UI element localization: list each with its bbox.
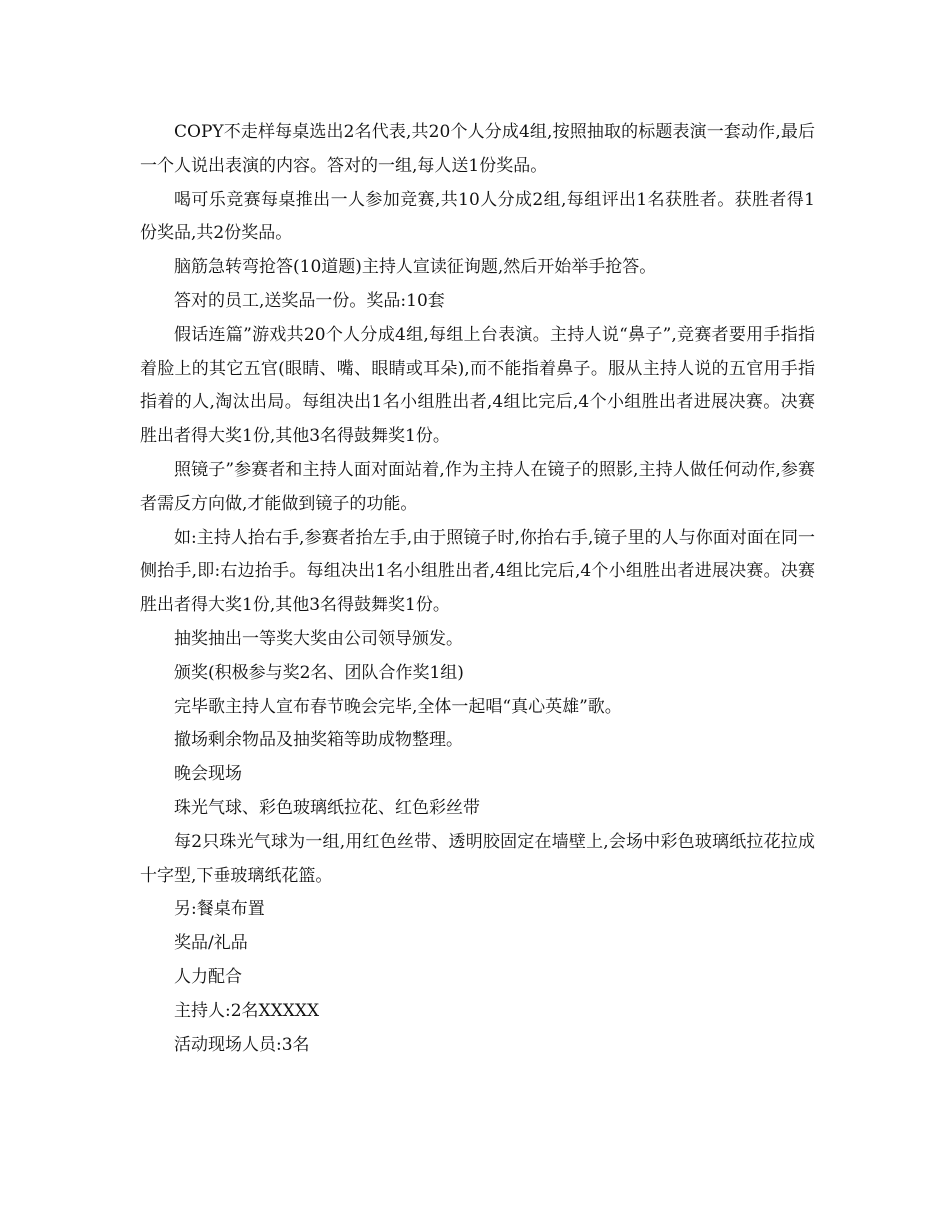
paragraph-decoration-method: 每2只珠光气球为一组,用红色丝带、透明胶固定在墙壁上,会场中彩色玻璃纸拉花拉成十字型,下垂玻璃纸花篮。 [140, 831, 815, 886]
paragraph-venue-heading: 晚会现场 [174, 764, 242, 785]
document-body [140, 116, 815, 1062]
paragraph-onsite-staff: 活动现场人员:3名 [174, 1034, 310, 1055]
paragraph-brain-teaser: 脑筋急转弯抢答(10道题)主持人宣读征询题,然后开始举手抢答。 [174, 257, 657, 278]
paragraph-lies-game: 假话连篇”游戏共20个人分成4组,每组上台表演。主持人说“鼻子”,竞赛者要用手指指着脸上的其它五官(眼睛、嘴、眼睛或耳朵),而不能指着鼻子。服从主持人说的五官用手指指着的人,淘汰出局。每组决出1名小组胜出者,4组比完后,4个小组胜出者进展决赛。决赛胜出者得大奖1份,其他3名得鼓舞奖1份。 [140, 324, 815, 447]
paragraph-cleanup: 撤场剩余物品及抽奖箱等助成物整理。 [174, 730, 463, 751]
paragraph-closing-song: 完毕歌主持人宣布春节晚会完毕,全体一起唱“真心英雄”歌。 [174, 696, 622, 717]
paragraph-staffing: 人力配合 [174, 966, 242, 987]
paragraph-awards: 颁奖(积极参与奖2名、团队合作奖1组) [174, 662, 464, 683]
paragraph-decoration-items: 珠光气球、彩色玻璃纸拉花、红色彩丝带 [174, 797, 480, 818]
paragraph-prizes-gifts: 奖品/礼品 [174, 933, 248, 954]
paragraph-copy-game: COPY不走样每桌选出2名代表,共20个人分成4组,按照抽取的标题表演一套动作,最后一个人说出表演的内容。答对的一组,每人送1份奖品。 [140, 122, 815, 176]
paragraph-mirror-game: 照镜子”参赛者和主持人面对面站着,作为主持人在镜子的照影,主持人做任何动作,参赛者需反方向做,才能做到镜子的功能。 [140, 459, 815, 514]
paragraph-mirror-example: 如:主持人抬右手,参赛者抬左手,由于照镜子时,你抬右手,镜子里的人与你面对面在同一侧抬手,即:右边抬手。每组决出1名小组胜出者,4组比完后,4个小组胜出者进展决赛。决赛胜出者得大奖1份,其他3名得鼓舞奖1份。 [140, 527, 815, 616]
paragraph-cola-contest: 喝可乐竞赛每桌推出一人参加竞赛,共10人分成2组,每组评出1名获胜者。获胜者得1份奖品,共2份奖品。 [140, 189, 815, 244]
paragraph-brain-teaser-prize: 答对的员工,送奖品一份。奖品:10套 [174, 290, 445, 311]
paragraph-lottery: 抽奖抽出一等奖大奖由公司领导颁发。 [174, 628, 463, 649]
paragraph-hosts: 主持人:2名XXXXX [174, 1000, 320, 1021]
paragraph-table-setup: 另:餐桌布置 [174, 899, 265, 920]
